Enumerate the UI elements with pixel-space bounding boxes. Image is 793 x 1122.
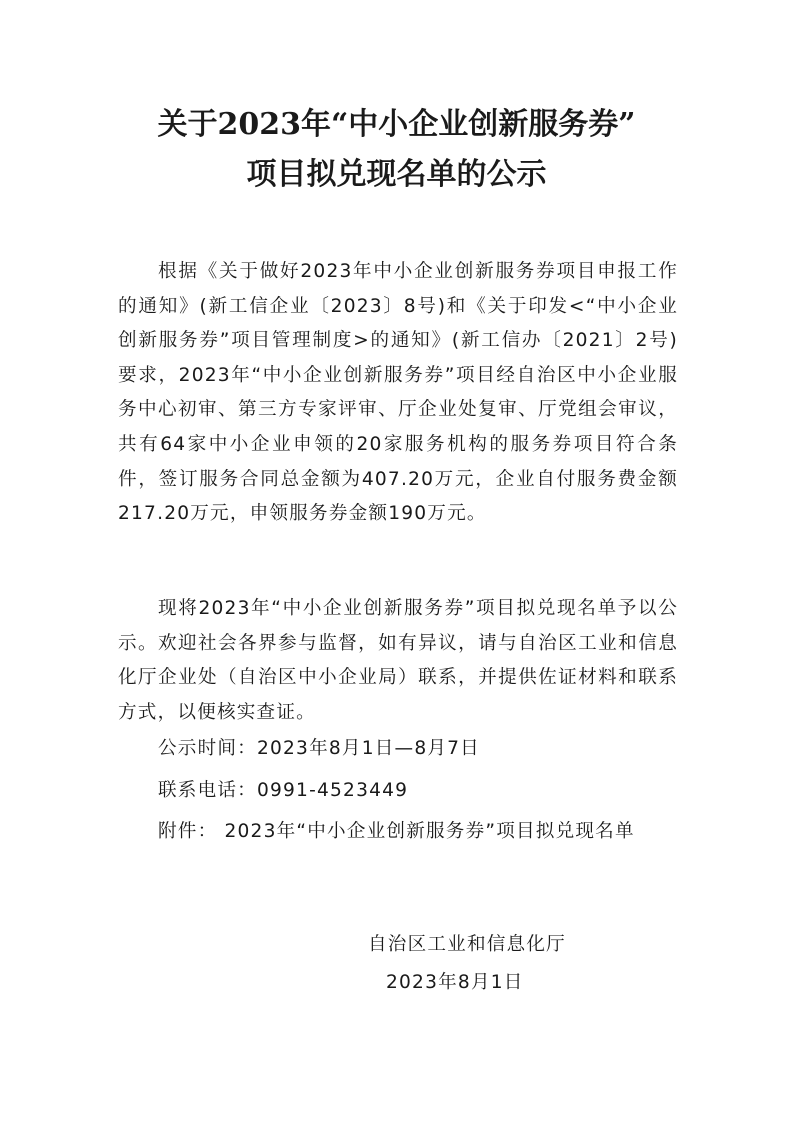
signature-date: 2023年8月1日 bbox=[386, 972, 524, 993]
attachment-note: 附件： 2023年“中小企业创新服务券”项目拟兑现名单 bbox=[158, 821, 635, 842]
body-paragraph-notice: 现将2023年“中小企业创新服务券”项目拟兑现名单予以公示。欢迎社会各界参与监督，如有异议，请与自治区工业和信息化厅企业处（自治区中小企业局）联系，并提供佐证材料和联系方式，以便核实查证。 bbox=[118, 598, 678, 723]
publicity-period: 公示时间：2023年8月1日—8月7日 bbox=[158, 738, 480, 759]
document-title-line2: 项目拟兑现名单的公示 bbox=[246, 157, 547, 192]
contact-phone: 联系电话：0991-4523449 bbox=[158, 780, 409, 801]
document-title-line1: 关于2023年“中小企业创新服务券” bbox=[157, 107, 636, 142]
signature-organization: 自治区工业和信息化厅 bbox=[368, 934, 566, 955]
body-paragraph-basis: 根据《关于做好2023年中小企业创新服务券项目申报工作的通知》(新工信企业〔2023〕8号)和《关于印发<“中小企业创新服务券”项目管理制度>的通知》(新工信办〔2021〕2号)要求，2023年“中小企业创新服务券”项目经自治区中小企业服务中心初审、第三方专家评审、厅企业处复审、厅党组会审议，共有64家中小企业申领的20家服务机构的服务券项目符合条件，签订服务合同总金额为407.20万元，企业自付服务费金额217.20万元，申领服务券金额190万元。 bbox=[118, 261, 678, 525]
